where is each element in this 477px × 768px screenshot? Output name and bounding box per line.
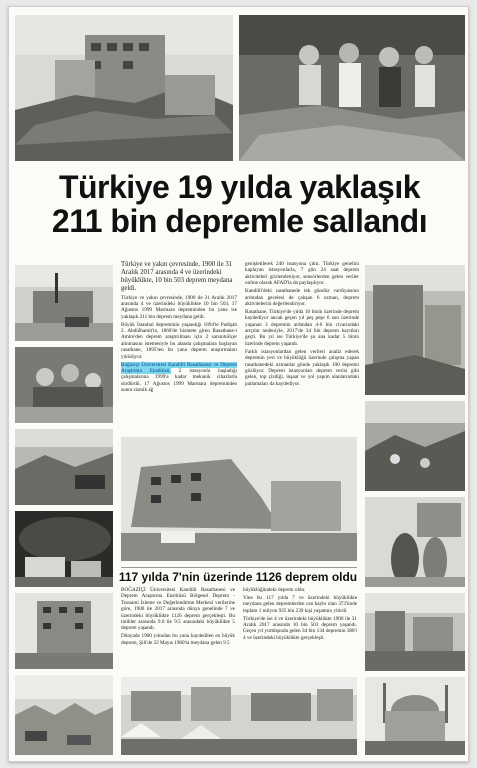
photo-left-6 — [15, 675, 113, 755]
article-lead: Türkiye ve yakın çevresinde, 1900 ile 31 Aralık 2017 arasında 4 ve üzerindeki büyüklükte, 10 bin 503 deprem meydana geldi. — [121, 261, 233, 292]
subhead-rule — [121, 567, 357, 568]
subhead: 117 yılda 7'nin üzerinde 1126 deprem oldu — [118, 570, 358, 584]
substory-paragraph-5: Türkiye'de ise 4 ve üzerindeki büyüklükte 1900 ile 31 Aralık 2017 arasında 10 bin 503 deprem yaşandı. Geçen yıl yurtdışında gelen 34 bin 134 depremin 388'i 4 ve üzerindeki büyüklükte gerçekleşti. — [243, 615, 357, 641]
photo-right-3 — [365, 497, 465, 587]
headline-line-2: 211 bin depremle sallandı — [51, 203, 428, 239]
photo-left-1 — [15, 265, 113, 341]
photo-left-3 — [15, 429, 113, 505]
substory-paragraph-3: büyüklüğündeki deprem oldu. — [243, 587, 306, 593]
substory-paragraph-2: Dünyada 1900 yılından bu yana kaydedilen en büyük deprem, Şili'de 22 Mayıs 1960'ta meydana gelen 9.5 — [121, 633, 235, 646]
photo-left-5 — [15, 593, 113, 669]
paragraph-5: Kandilli'deki rasathanede tek gündüz vardiyasının ardından gecelesi de çalışan 6 uzman, deprem aktivitelerini değerlendiriyor. — [245, 288, 359, 307]
paragraph-1: Türkiye ve yakın çevresinde, 1900 ile 31 Aralık 2017 arasında 4 ve üzerindeki büyüklükte 10 bin 503, 17 Ağustos 1999 Marmara depreminden bu yana ise yaklaşık 211 bin deprem meydana geldi. — [121, 294, 237, 320]
photo-collapsed-building — [15, 15, 233, 161]
substory-paragraph-1: BOĞAZİÇİ Üniversitesi Kandilli Rasathanesi ve Deprem Araştırma Enstitüsü Bölgesel Deprem - Tsunami İzleme ve Değerlendirme Merkezi verilerine göre, 1900 ile 2017 arasında dünya genelinde 7 ve üzerindeki büyüklükte 1126 deprem gerçekleşti. Bu tarihler arasında 9.0 ile 9.5 arasındaki büyüklükte 5 deprem yaşandı. — [121, 587, 235, 632]
photo-right-1 — [365, 265, 465, 395]
newspaper-page — [8, 6, 469, 762]
highlighted-institution: Boğaziçi Üniversitesi Kandilli Rasathanesi ve Deprem Araştırma Enstitüsü, — [121, 361, 237, 374]
substory-paragraph-4: Yine bu 117 yılda 7 ve üzerindeki büyüklükte meydana gelen depremlerden can kaybı olan 373'ünde toplam 1 milyon 935 bin 239 kişi yaşamını yitirdi. — [243, 594, 357, 614]
photo-right-2 — [365, 401, 465, 491]
paragraph-3-text: 2 istasyonla başladığı çalışmalarına 1999'a kadar mekanik cihazlarla sürdürdü. 17 Ağustos 1999 Marmara depreminden sonra sismik ağ — [121, 367, 237, 394]
photo-left-2 — [15, 347, 113, 423]
headline-line-1: Türkiye 19 yılda yaklaşık — [58, 169, 421, 205]
paragraph-6: Rasathane, Türkiye'de yılda 10 binin üzerinde deprem kaydediyor ancak geçen yıl peş peşe 6 ısın üzerinde yaşanan 3 depremin ardından 4-6 bin civarındaki artçılar nedeniyle, 2017'de 34 bin deprem kayıtları geçti. Bu yıl ise Türkiye'de şu ana kadar 5 binin üzerinde deprem yaşandı. — [245, 308, 359, 347]
photo-city-tents — [121, 677, 357, 755]
substory-column-left — [121, 587, 235, 648]
paragraph-3 — [121, 362, 237, 394]
photo-rescue-workers — [239, 15, 465, 161]
photo-right-4 — [365, 593, 465, 671]
paragraph-7: Farklı istasyonlardan gelen verileri analiz ederek depremin yeri ve büyüklüğü üzerinde çalışma yapan rasathanedeki uzmanlar günde yaklaşık 100 depremi gözlüyor. Deprem istasyonları deprem verisi gibi gelen, top çizdiği, inşaat ve yol yapım alanlarındaki patlamaları da kaydediyor. — [245, 348, 359, 387]
article-column-left — [121, 261, 237, 395]
photo-left-4 — [15, 511, 113, 587]
headline — [13, 170, 466, 238]
substory-column-right — [243, 587, 357, 643]
article-column-right — [245, 261, 359, 389]
photo-collapsed-street — [121, 437, 357, 561]
paragraph-4: genişletilerek 240 istasyona çıktı. Türkiye genelini kaplayan istasyonlarla, 7 gün 24 saat deprem aktiviteleri gözlemleniyor, sensörlerden gelen veriler online olarak AFAD'la da paylaşılıyor. — [245, 261, 359, 287]
photo-right-5-mosque — [365, 677, 465, 755]
paragraph-2: Büyük İstanbul depreminin yaşandığı 1894'te Padişah 2. Abdülhamit'in, 1868'de hizmete giren Rasathane-i Amire'den deprem araştırılması için 2 sarsıntıölçer alınmasını istemesiyle bu alanda çalışmalara başlayan rasathane, 1895'ten bu yana deprem araştırmaları yürütüyor. — [121, 321, 237, 360]
